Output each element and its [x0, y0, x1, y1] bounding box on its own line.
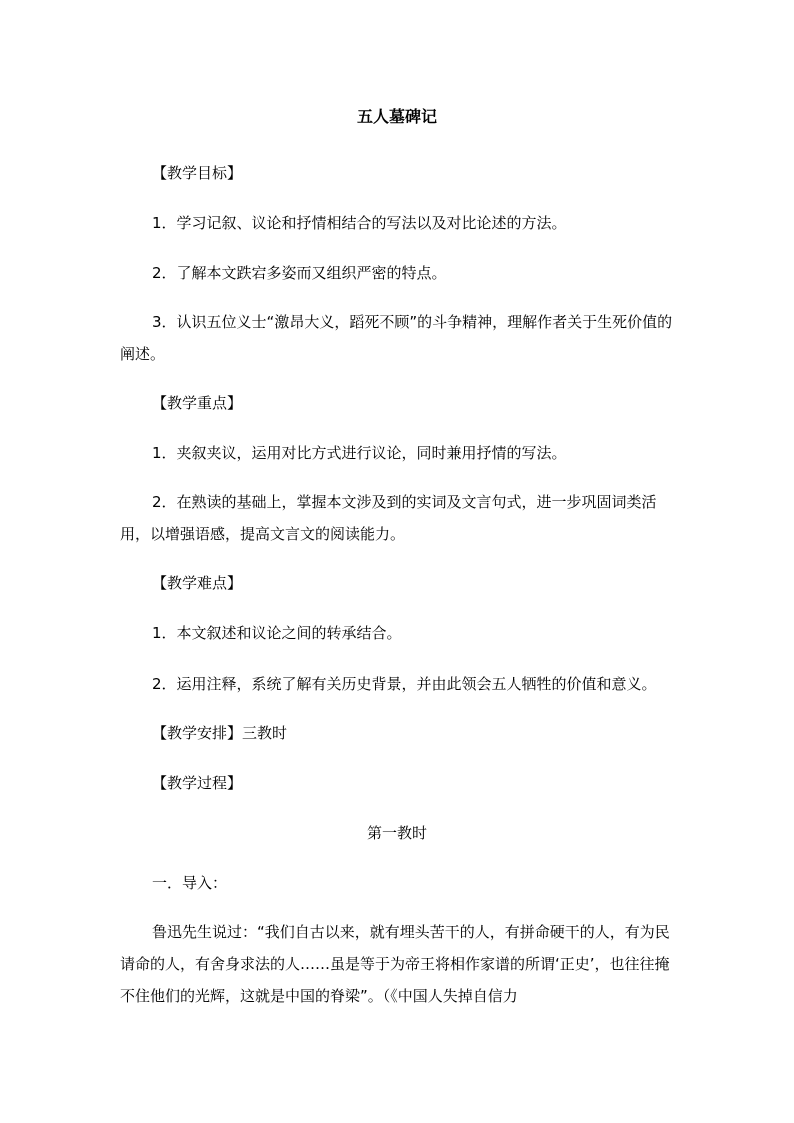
key-point-item: 1．夹叙夹议，运用对比方式进行议论，同时兼用抒情的写法。: [152, 444, 567, 462]
difficulty-item: 1．本文叙述和议论之间的转承结合。: [152, 624, 402, 642]
objective-item: 3．认识五位义士“激昂大义，蹈死不顾”的斗争精神，理解作者关于生死价值的阐述。: [120, 313, 673, 363]
difficulty-item: 2．运用注释，系统了解有关历史背景，并由此领会五人牺牲的价值和意义。: [152, 675, 657, 693]
arrangement-line: 【教学安排】三教时: [152, 724, 288, 742]
objective-item: 2．了解本文跌宕多姿而又组织严密的特点。: [152, 264, 447, 282]
intro-paragraph: 鲁迅先生说过：“我们自古以来，就有埋头苦干的人，有拼命硬干的人，有为民请命的人，有舍身求法的人……虽是等于为帝王将相作家谱的所谓‘正史’，也往往掩不住他们的光辉，这就是中国的脊梁”。（《中国人失掉自信力: [120, 923, 670, 1005]
document-title: 五人墓碑记: [356, 107, 437, 126]
objective-item: 1．学习记叙、议论和抒情相结合的写法以及对比论述的方法。: [152, 214, 567, 232]
lesson-heading: 第一教时: [366, 824, 427, 842]
key-points-heading: 【教学重点】: [152, 394, 243, 412]
process-heading: 【教学过程】: [152, 774, 243, 792]
intro-heading: 一．导入：: [152, 874, 228, 892]
key-point-item: 2．在熟读的基础上，掌握本文涉及到的实词及文言句式，进一步巩固词类活用，以增强语感，提高文言文的阅读能力。: [120, 493, 657, 543]
objectives-heading: 【教学目标】: [152, 164, 243, 182]
difficulties-heading: 【教学难点】: [152, 574, 243, 592]
